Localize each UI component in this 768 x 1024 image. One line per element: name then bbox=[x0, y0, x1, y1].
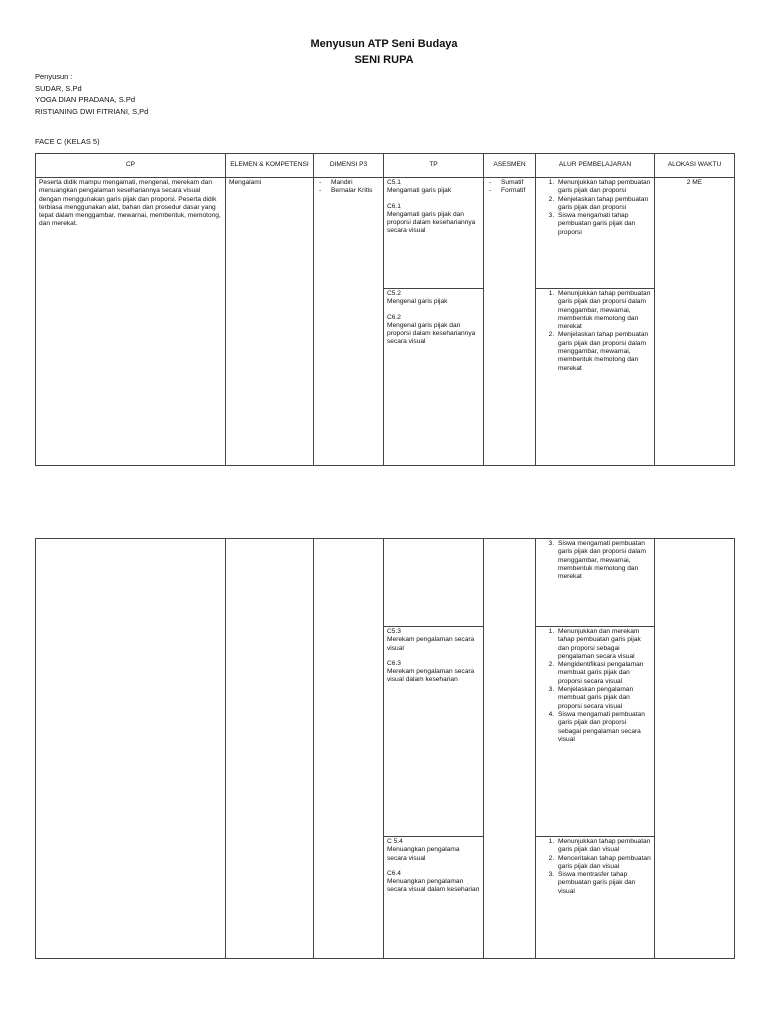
alur-cell bbox=[536, 627, 655, 837]
header-elemen: ELEMEN & KOMPETENSI bbox=[226, 154, 314, 178]
dimensi-cell bbox=[314, 178, 384, 466]
tp-code: C 5.4 bbox=[387, 838, 403, 845]
alur-cell bbox=[536, 539, 655, 627]
header-cp: CP bbox=[36, 154, 226, 178]
asesmen-cell-empty bbox=[484, 539, 536, 959]
alur-step: 1. Menunjukkan tahap pembuatan garis pijak dan visual bbox=[556, 838, 651, 855]
header-dimensi: DIMENSI P3 bbox=[314, 154, 384, 178]
phase-label: FACE C (KELAS 5) bbox=[35, 137, 100, 146]
alur-step: 1. Menunjukkan tahap pembuatan garis pijak dan proporsi bbox=[556, 179, 651, 196]
tp-cell bbox=[384, 627, 484, 837]
asesmen-cell bbox=[484, 178, 536, 466]
dimensi-item: - Bernalar Kritis bbox=[317, 187, 380, 195]
author-name: RISTIANING DWI FITRIANI, S,Pd bbox=[35, 106, 149, 116]
tp-code: C6.3 bbox=[387, 659, 401, 667]
tp-code: C6.2 bbox=[387, 313, 401, 321]
alur-cell bbox=[536, 178, 655, 289]
author-name: SUDAR, S.Pd bbox=[35, 83, 82, 93]
alur-step: 4. Siswa mengamati pembuatan garis pijak dan proporsi sebagai pengalaman secara visual bbox=[556, 711, 651, 744]
alur-step: 2. Menjelaskan tahap pembuatan garis pijak dan proporsi bbox=[556, 196, 651, 213]
alur-cell bbox=[536, 289, 655, 466]
tp-code: C6.4 bbox=[387, 869, 401, 877]
tp-cell-empty bbox=[384, 539, 484, 627]
alur-step: 2. Menjelaskan tahap pembuatan garis pijak dan proporsi dalam menggambar, mewarnai, membentuk memotong dan merekat bbox=[556, 331, 651, 372]
alur-step: 1. Menunjukkan tahap pembuatan garis pijak dan proporsi dalam menggambar, mewarnai, membentuk memotong dan merekat bbox=[556, 290, 651, 331]
document-subtitle: SENI RUPA bbox=[354, 54, 414, 66]
header-alokasi: ALOKASI WAKTU bbox=[655, 154, 735, 178]
tp-code: C5.2 bbox=[387, 290, 401, 297]
atp-table bbox=[35, 153, 735, 466]
tp-code: C6.1 bbox=[387, 202, 401, 210]
alokasi-cell-empty bbox=[655, 539, 735, 959]
header-alur: ALUR PEMBELAJARAN bbox=[536, 154, 655, 178]
author-label: Penyusun : bbox=[35, 72, 73, 81]
document-title: Menyusun ATP Seni Budaya bbox=[310, 38, 458, 50]
alur-step: 3. Siswa mentrasfer tahap pembuatan garis pijak dan visual bbox=[556, 871, 651, 896]
header-asesmen: ASESMEN bbox=[484, 154, 536, 178]
tp-desc: Menuangkan pengalama secara visual bbox=[387, 846, 460, 862]
dimensi-item: - Mandiri bbox=[317, 179, 380, 187]
tp-desc: Mengenal garis pijak bbox=[387, 298, 448, 306]
asesmen-item: - Sumatif bbox=[487, 179, 532, 187]
alokasi-cell: 2 ME bbox=[655, 178, 735, 466]
header-tp: TP bbox=[384, 154, 484, 178]
tp-cell bbox=[384, 837, 484, 959]
alur-step: 1. Menunjukkan dan merekam tahap pembuatan garis pijak dan proporsi sebagai pengalaman secara visual bbox=[556, 628, 651, 661]
alur-step: 2. Menceritakan tahap pembuatan garis pijak dan visual bbox=[556, 855, 651, 872]
author-block bbox=[35, 71, 148, 117]
tp-cell bbox=[384, 289, 484, 466]
alur-cell bbox=[536, 837, 655, 959]
elemen-cell: Mengalami bbox=[226, 178, 314, 466]
cp-cell: Peserta didik mampu mengamati, mengenal, merekam dan menuangkan pengalaman kesehariannya secara visual dengan menggunakan garis pijak dan proporsi. Peserta didik terbiasa menggunakan alat, bahan dan prosedur dasar yang tepat dalam menggambar, mewarnai, membentuk, memotong, dan merekat. bbox=[36, 178, 226, 466]
author-name: YOGA DIAN PRADANA, S.Pd bbox=[35, 95, 136, 104]
tp-desc: Mengamati garis pijak bbox=[387, 187, 452, 195]
elemen-cell-empty bbox=[226, 539, 314, 959]
tp-desc: Menuangkan pengalaman secara visual dalam keseharian bbox=[387, 878, 480, 894]
alur-step: 3. Siswa mengamati pembuatan garis pijak dan proporsi dalam menggambar, mewarnai, membentuk memotong dan merekat bbox=[556, 540, 651, 581]
alur-step: 3. Menjelaskan pengalaman membuat garis pijak dan proporsi secara visual bbox=[556, 686, 651, 711]
dimensi-cell-empty bbox=[314, 539, 384, 959]
table-row bbox=[36, 178, 735, 289]
table-header-row bbox=[36, 154, 735, 178]
asesmen-item: - Formatif bbox=[487, 187, 532, 195]
alur-step: 2. Mengidentifikasi pengalaman membuat garis pijak dan proporsi secara visual bbox=[556, 661, 651, 686]
tp-code: C5.1 bbox=[387, 179, 401, 186]
alur-step: 3. Siswa mengamati tahap pembuatan garis pijak dan proporsi bbox=[556, 212, 651, 237]
tp-desc: Mengenal garis pijak dan proporsi dalam kesehariannya secara visual bbox=[387, 321, 476, 346]
atp-table-continued bbox=[35, 538, 735, 959]
table-row bbox=[36, 539, 735, 627]
cp-cell-empty bbox=[36, 539, 226, 959]
tp-cell bbox=[384, 178, 484, 289]
tp-desc: Merekam pengalaman secara visual dalam keseharian bbox=[387, 668, 475, 684]
tp-desc: Merekam pengalaman secara visual bbox=[387, 636, 475, 652]
tp-desc: Mengamati garis pijak dan proporsi dalam kesehariannya secara visual bbox=[387, 210, 476, 235]
tp-code: C5.3 bbox=[387, 628, 401, 635]
